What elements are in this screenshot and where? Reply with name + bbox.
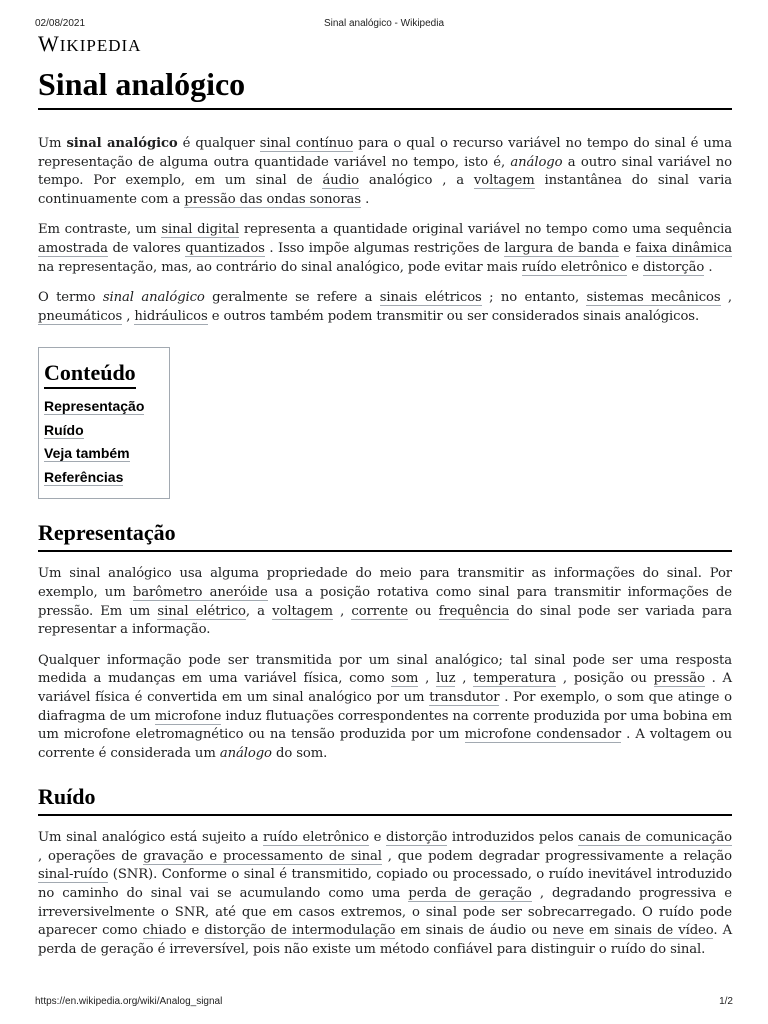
page-title: Sinal analógico (38, 66, 732, 110)
link-canais-comunicacao[interactable]: canais de comunicação (578, 830, 732, 846)
link-voltagem-2[interactable]: voltagem (272, 603, 333, 619)
toc-title: Conteúdo (44, 360, 136, 389)
print-date: 02/08/2021 (35, 18, 86, 29)
representacao-paragraph-1: Um sinal analógico usa alguma propriedade do meio para transmitir as informações do sinal. Por exemplo, um barômetro aneróide usa a posição rotativa como sinal para transmitir informações de pressão. Em um sinal elétrico, a voltagem , corrente ou frequência do sinal pode ser variada para representar a informação. (38, 566, 732, 638)
link-microfone-condensador[interactable]: microfone condensador (464, 727, 622, 743)
link-voltagem[interactable]: voltagem (473, 173, 535, 189)
toc-item-referencias[interactable]: Referências (44, 468, 124, 485)
link-ruido-eletronico-2[interactable]: ruído eletrônico (262, 830, 369, 846)
link-faixa-dinamica[interactable]: faixa dinâmica (635, 240, 732, 256)
link-perda-geracao[interactable]: perda de geração (408, 886, 532, 902)
print-header (35, 18, 733, 30)
italic-term: sinal analógico (102, 290, 205, 306)
logo-rest: IKIPEDIA (59, 36, 142, 55)
link-corrente[interactable]: corrente (351, 603, 408, 619)
link-sistemas-mecanicos[interactable]: sistemas mecânicos (586, 290, 721, 306)
print-footer (35, 996, 733, 1008)
logo-initial: W (38, 31, 60, 56)
link-quantizados[interactable]: quantizados (185, 240, 265, 256)
link-sinal-eletrico[interactable]: sinal elétrico (157, 603, 246, 619)
link-sinal-ruido[interactable]: sinal-ruído (38, 867, 109, 883)
link-hidraulicos[interactable]: hidráulicos (134, 308, 208, 324)
intro-paragraph-2: Em contraste, um sinal digital representa a quantidade original variável no tempo como uma sequência amostrada de valores quantizados . Isso impõe algumas restrições de largura de banda e faixa dinâmica na representação, mas, ao contrário do sinal analógico, pode evitar mais ruído eletrônico e distorção . (38, 222, 732, 275)
section-heading-ruido: Ruído (38, 784, 732, 816)
italic-term: análogo (510, 154, 563, 170)
link-sinal-continuo[interactable]: sinal contínuo (259, 136, 354, 151)
link-audio[interactable]: áudio (322, 173, 359, 189)
link-distorcao-intermodulacao[interactable]: distorção de intermodulação (204, 923, 396, 939)
link-sinais-eletricos[interactable]: sinais elétricos (379, 290, 482, 306)
print-page-number: 1/2 (719, 996, 733, 1007)
link-transdutor[interactable]: transdutor (429, 689, 500, 705)
toc-item-veja-tambem[interactable]: Veja também (44, 445, 130, 462)
link-distorcao[interactable]: distorção (643, 259, 705, 275)
link-distorcao-2[interactable]: distorção (386, 830, 448, 846)
bold-term: sinal analógico (66, 136, 178, 151)
toc-item-ruido[interactable]: Ruído (44, 421, 84, 438)
link-ruido-eletronico[interactable]: ruído eletrônico (521, 259, 628, 275)
link-gravacao-processamento[interactable]: gravação e processamento de sinal (143, 848, 382, 864)
section-heading-representacao: Representação (38, 520, 732, 552)
print-url: https://en.wikipedia.org/wiki/Analog_signal (35, 996, 223, 1007)
link-largura-banda[interactable]: largura de banda (504, 240, 619, 256)
link-sinal-digital[interactable]: sinal digital (161, 222, 240, 238)
intro-paragraph-3: O termo sinal analógico geralmente se refere a sinais elétricos ; no entanto, sistemas mecânicos , pneumáticos , hidráulicos e outros também podem transmitir ou ser considerados sinais analógicos. (38, 290, 733, 324)
link-som[interactable]: som (391, 671, 419, 687)
italic-term: análogo (219, 745, 272, 761)
link-barometro[interactable]: barômetro aneróide (132, 584, 268, 600)
toc-item-representacao[interactable]: Representação (44, 398, 145, 415)
article-content (38, 66, 732, 959)
intro-paragraph-1: Um sinal analógico é qualquer sinal contínuo para o qual o recurso variável no tempo do sinal é uma representação de alguma outra quantidade variável no tempo, isto é, análogo a outro sinal variável no tempo. Por exemplo, em um sinal de áudio analógico , a voltagem instantânea do sinal varia continuamente com a pressão das ondas sonoras . (38, 136, 732, 207)
ruido-paragraph-1: Um sinal analógico está sujeito a ruído eletrônico e distorção introduzidos pelos canais de comunicação , operações de gravação e processamento de sinal , que podem degradar progressivamente a relação sinal-ruído (SNR). Conforme o sinal é transmitido, copiado ou processado, o ruído inevitável introduzido no caminho do sinal vai se acumulando como uma perda de geração , degradando progressiva e irreversivelmente o SNR, até que em casos extremos, o sinal pode ser sobrecarregado. O ruído pode aparecer como chiado e distorção de intermodulação em sinais de áudio ou neve em sinais de vídeo. A perda de geração é irreversível, pois não existe um método confiável para distinguir o ruído do sinal. (38, 830, 733, 957)
table-of-contents (38, 347, 170, 499)
link-temperatura[interactable]: temperatura (473, 671, 557, 687)
link-microfone[interactable]: microfone (154, 708, 222, 724)
link-frequencia[interactable]: frequência (438, 603, 510, 619)
link-luz[interactable]: luz (436, 671, 456, 687)
link-sinais-video[interactable]: sinais de vídeo (614, 923, 714, 939)
link-pressao[interactable]: pressão (653, 671, 705, 687)
link-amostrada[interactable]: amostrada (38, 240, 108, 256)
link-pressao-ondas[interactable]: pressão das ondas sonoras (184, 191, 361, 207)
link-chiado[interactable]: chiado (142, 923, 187, 939)
wikipedia-logo[interactable] (38, 31, 141, 57)
link-neve[interactable]: neve (552, 923, 584, 939)
print-title: Sinal analógico - Wikipedia (323, 18, 445, 29)
representacao-paragraph-2: Qualquer informação pode ser transmitida por um sinal analógico; tal sinal pode ser uma resposta medida a mudanças em uma variável física, como som , luz , temperatura , posição ou pressão . A variável física é convertida em um sinal analógico por um transdutor . Por exemplo, o som que atinge o diafragma de um microfone induz flutuações correspondentes na corrente produzida por uma bobina em um microfone eletromagnético ou na tensão produzida por um microfone condensador . A voltagem ou corrente é considerada um análogo do som. (38, 652, 733, 761)
link-pneumaticos[interactable]: pneumáticos (38, 308, 123, 324)
